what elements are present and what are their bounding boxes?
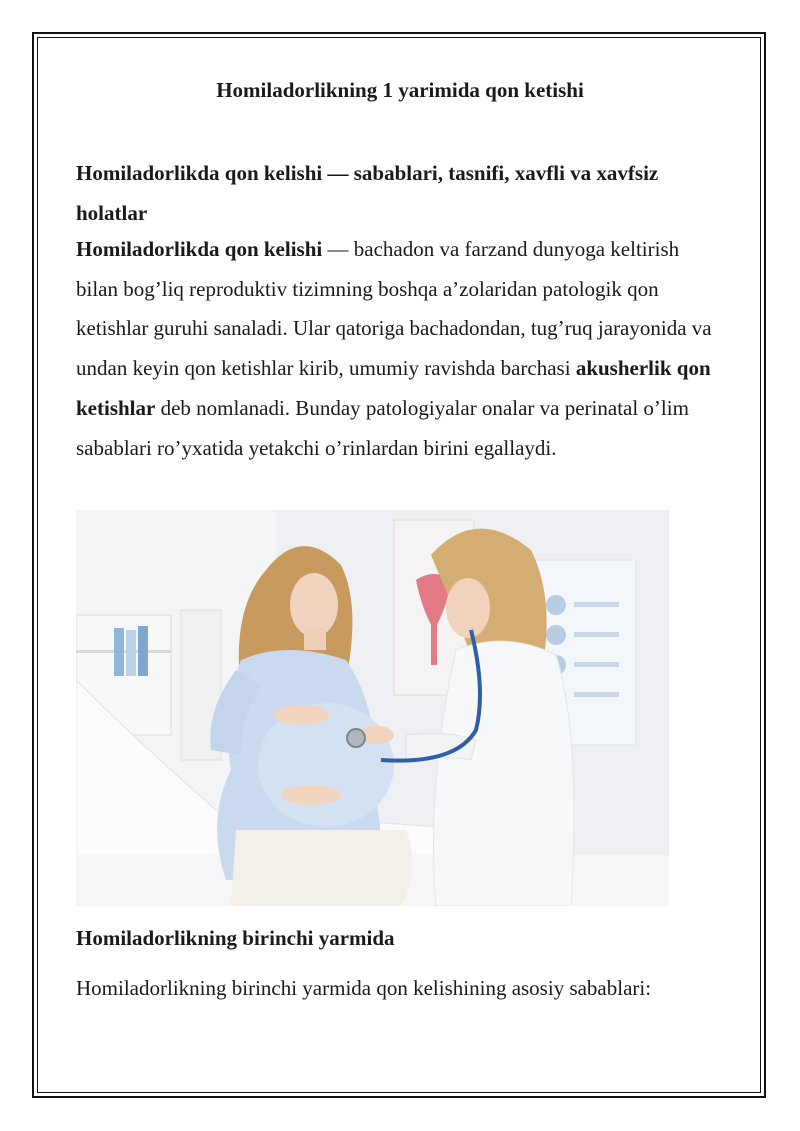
section-heading: Homiladorlikda qon kelishi — sabablari, tasnifi, xavfli va xavfsiz holatlar (76, 161, 659, 225)
body-paragraph: Homiladorlikning birinchi yarmida qon kelishining asosiy sabablari: (76, 976, 652, 1000)
intro-text-part2: deb nomlanadi. Bunday patologiyalar onalar va perinatal o’lim sabablari ro’yxatida yetakchi o’rinlardan birini egallaydi. (76, 395, 689, 460)
lead-term: Homiladorlikda qon kelishi (76, 237, 323, 261)
emphasis-term: akusherlik qon ketishlar (76, 356, 711, 420)
sub-heading: Homiladorlikning birinchi yarmida (76, 926, 395, 950)
intro-text-part1: — bachadon va farzand dunyoga keltirish bilan bog’liq reproduktiv tizimning boshqa a’zolaridan patologik qon ketishlar guruhi sanaladi. Ular qatoriga bachadondan, tug’ruq jarayonida va undan keyin qon ketishlar kirib, umumiy ravishda barchasi (76, 237, 712, 381)
intro-paragraph (76, 230, 726, 468)
page-title: Homiladorlikning 1 yarimida qon ketishi (216, 78, 584, 102)
doctor-examining-pregnant-woman-photo (76, 510, 669, 906)
